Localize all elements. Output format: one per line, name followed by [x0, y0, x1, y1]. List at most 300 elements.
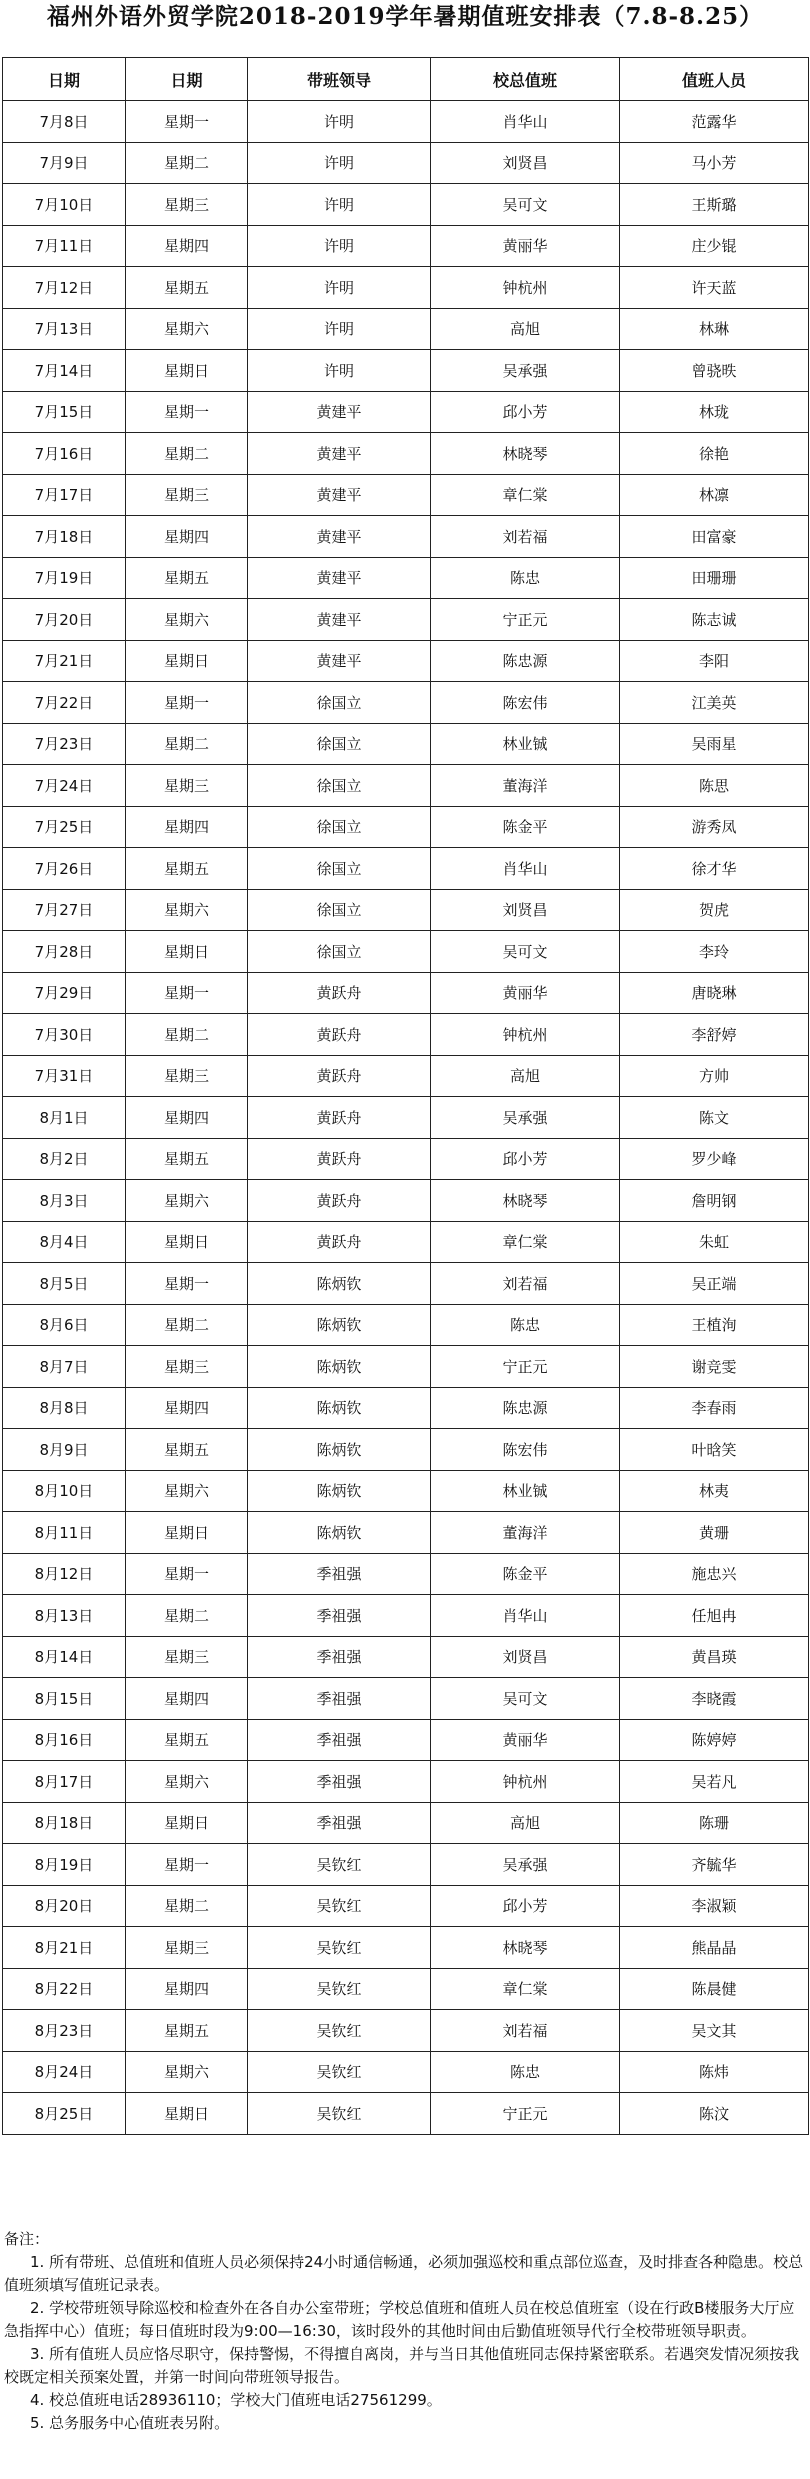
cell-date: 8月20日 — [3, 1885, 126, 1927]
cell-weekday: 星期五 — [126, 1138, 248, 1180]
cell-leader: 许明 — [248, 184, 431, 226]
note-item: 5. 总务服务中心值班表另附。 — [30, 2414, 230, 2432]
table-row — [3, 2010, 809, 2052]
cell-chief-duty: 陈金平 — [431, 1553, 620, 1595]
cell-staff: 田珊珊 — [620, 557, 809, 599]
cell-weekday: 星期日 — [126, 1802, 248, 1844]
cell-leader: 季祖强 — [248, 1595, 431, 1637]
cell-date: 7月23日 — [3, 723, 126, 765]
cell-staff: 陈晨健 — [620, 1968, 809, 2010]
cell-staff: 谢竞雯 — [620, 1346, 809, 1388]
cell-weekday: 星期一 — [126, 1844, 248, 1886]
cell-weekday: 星期一 — [126, 682, 248, 724]
cell-date: 7月19日 — [3, 557, 126, 599]
cell-leader: 吴钦红 — [248, 1927, 431, 1969]
cell-chief-duty: 刘贤昌 — [431, 1636, 620, 1678]
cell-leader: 黄建平 — [248, 474, 431, 516]
cell-date: 7月15日 — [3, 391, 126, 433]
cell-date: 7月30日 — [3, 1014, 126, 1056]
table-row — [3, 142, 809, 184]
cell-chief-duty: 钟杭州 — [431, 1761, 620, 1803]
cell-leader: 陈炳钦 — [248, 1346, 431, 1388]
cell-chief-duty: 钟杭州 — [431, 1014, 620, 1056]
cell-weekday: 星期二 — [126, 433, 248, 475]
table-row — [3, 350, 809, 392]
cell-chief-duty: 林业铖 — [431, 1470, 620, 1512]
cell-chief-duty: 刘若福 — [431, 2010, 620, 2052]
cell-staff: 陈思 — [620, 765, 809, 807]
table-row — [3, 1138, 809, 1180]
table-row — [3, 723, 809, 765]
cell-staff: 徐艳 — [620, 433, 809, 475]
table-row — [3, 267, 809, 309]
table-row — [3, 1512, 809, 1554]
cell-weekday: 星期三 — [126, 765, 248, 807]
cell-date: 8月8日 — [3, 1387, 126, 1429]
cell-leader: 徐国立 — [248, 723, 431, 765]
cell-staff: 吴若凡 — [620, 1761, 809, 1803]
table-row — [3, 1429, 809, 1471]
cell-weekday: 星期二 — [126, 142, 248, 184]
cell-chief-duty: 钟杭州 — [431, 267, 620, 309]
cell-chief-duty: 吴承强 — [431, 1844, 620, 1886]
cell-chief-duty: 黄丽华 — [431, 1719, 620, 1761]
cell-chief-duty: 董海洋 — [431, 765, 620, 807]
cell-leader: 黄跃舟 — [248, 1055, 431, 1097]
note-item: 3. 所有值班人员应恪尽职守，保持警惕，不得擅自离岗，并与当日其他值班同志保持紧密联系。若遇突发情况须按我校既定相关预案处置，并第一时间向带班领导报告。 — [4, 2345, 800, 2386]
cell-date: 7月21日 — [3, 640, 126, 682]
cell-leader: 陈炳钦 — [248, 1429, 431, 1471]
cell-chief-duty: 章仁棠 — [431, 1221, 620, 1263]
cell-weekday: 星期四 — [126, 516, 248, 558]
cell-leader: 许明 — [248, 101, 431, 143]
cell-date: 8月25日 — [3, 2093, 126, 2135]
cell-staff: 林珑 — [620, 391, 809, 433]
cell-weekday: 星期三 — [126, 1636, 248, 1678]
header-leader: 带班领导 — [248, 58, 431, 101]
cell-leader: 陈炳钦 — [248, 1304, 431, 1346]
cell-date: 8月17日 — [3, 1761, 126, 1803]
table-row — [3, 1014, 809, 1056]
cell-weekday: 星期二 — [126, 1014, 248, 1056]
cell-leader: 吴钦红 — [248, 1968, 431, 2010]
cell-staff: 任旭冉 — [620, 1595, 809, 1637]
cell-staff: 朱虹 — [620, 1221, 809, 1263]
cell-staff: 陈炜 — [620, 2051, 809, 2093]
table-row — [3, 1221, 809, 1263]
cell-date: 8月23日 — [3, 2010, 126, 2052]
cell-weekday: 星期一 — [126, 391, 248, 433]
cell-weekday: 星期三 — [126, 1055, 248, 1097]
cell-staff: 罗少峰 — [620, 1138, 809, 1180]
cell-date: 7月24日 — [3, 765, 126, 807]
cell-weekday: 星期一 — [126, 1553, 248, 1595]
table-row — [3, 2051, 809, 2093]
cell-date: 8月14日 — [3, 1636, 126, 1678]
cell-staff: 李阳 — [620, 640, 809, 682]
cell-chief-duty: 邱小芳 — [431, 1138, 620, 1180]
cell-staff: 王植洵 — [620, 1304, 809, 1346]
cell-weekday: 星期二 — [126, 1595, 248, 1637]
page-title: 福州外语外贸学院2018-2019学年暑期值班安排表（7.8-8.25） — [46, 3, 764, 30]
cell-weekday: 星期五 — [126, 2010, 248, 2052]
table-row — [3, 889, 809, 931]
table-row — [3, 2093, 809, 2135]
cell-staff: 唐晓琳 — [620, 972, 809, 1014]
cell-staff: 吴文其 — [620, 2010, 809, 2052]
cell-chief-duty: 陈忠 — [431, 557, 620, 599]
cell-chief-duty: 吴可文 — [431, 931, 620, 973]
cell-chief-duty: 吴承强 — [431, 350, 620, 392]
cell-weekday: 星期三 — [126, 474, 248, 516]
cell-weekday: 星期五 — [126, 267, 248, 309]
header-staff: 值班人员 — [620, 58, 809, 101]
cell-weekday: 星期六 — [126, 308, 248, 350]
table-row — [3, 1304, 809, 1346]
cell-date: 8月22日 — [3, 1968, 126, 2010]
table-row — [3, 391, 809, 433]
cell-chief-duty: 陈忠源 — [431, 640, 620, 682]
cell-weekday: 星期二 — [126, 723, 248, 765]
cell-leader: 黄跃舟 — [248, 972, 431, 1014]
cell-leader: 许明 — [248, 225, 431, 267]
cell-date: 7月11日 — [3, 225, 126, 267]
cell-leader: 黄建平 — [248, 640, 431, 682]
table-header-row — [3, 58, 809, 101]
cell-weekday: 星期四 — [126, 1387, 248, 1429]
table-row — [3, 806, 809, 848]
cell-date: 7月31日 — [3, 1055, 126, 1097]
cell-date: 7月13日 — [3, 308, 126, 350]
cell-chief-duty: 邱小芳 — [431, 391, 620, 433]
cell-weekday: 星期三 — [126, 1346, 248, 1388]
cell-weekday: 星期二 — [126, 1885, 248, 1927]
cell-leader: 陈炳钦 — [248, 1512, 431, 1554]
cell-date: 7月26日 — [3, 848, 126, 890]
cell-chief-duty: 高旭 — [431, 1802, 620, 1844]
cell-staff: 许天蓝 — [620, 267, 809, 309]
cell-date: 7月8日 — [3, 101, 126, 143]
cell-staff: 田富豪 — [620, 516, 809, 558]
cell-staff: 庄少锟 — [620, 225, 809, 267]
cell-staff: 陈婷婷 — [620, 1719, 809, 1761]
cell-leader: 季祖强 — [248, 1802, 431, 1844]
cell-staff: 游秀凤 — [620, 806, 809, 848]
cell-weekday: 星期三 — [126, 1927, 248, 1969]
cell-chief-duty: 章仁棠 — [431, 1968, 620, 2010]
table-row — [3, 1180, 809, 1222]
cell-date: 8月1日 — [3, 1097, 126, 1139]
table-row — [3, 1885, 809, 1927]
cell-date: 7月27日 — [3, 889, 126, 931]
cell-leader: 季祖强 — [248, 1719, 431, 1761]
cell-weekday: 星期六 — [126, 1470, 248, 1512]
cell-staff: 齐毓华 — [620, 1844, 809, 1886]
header-date: 日期 — [3, 58, 126, 101]
cell-chief-duty: 刘贤昌 — [431, 142, 620, 184]
cell-chief-duty: 林晓琴 — [431, 433, 620, 475]
cell-date: 8月2日 — [3, 1138, 126, 1180]
table-row — [3, 1470, 809, 1512]
cell-date: 8月6日 — [3, 1304, 126, 1346]
cell-leader: 许明 — [248, 142, 431, 184]
cell-leader: 黄建平 — [248, 433, 431, 475]
cell-date: 7月10日 — [3, 184, 126, 226]
table-row — [3, 516, 809, 558]
cell-date: 8月24日 — [3, 2051, 126, 2093]
cell-weekday: 星期五 — [126, 848, 248, 890]
cell-chief-duty: 刘贤昌 — [431, 889, 620, 931]
cell-chief-duty: 章仁棠 — [431, 474, 620, 516]
table-row — [3, 225, 809, 267]
cell-date: 7月29日 — [3, 972, 126, 1014]
table-row — [3, 557, 809, 599]
cell-leader: 吴钦红 — [248, 1844, 431, 1886]
table-row — [3, 1055, 809, 1097]
cell-chief-duty: 肖华山 — [431, 1595, 620, 1637]
cell-weekday: 星期六 — [126, 1180, 248, 1222]
table-row — [3, 101, 809, 143]
cell-leader: 季祖强 — [248, 1761, 431, 1803]
table-row — [3, 1761, 809, 1803]
cell-staff: 方帅 — [620, 1055, 809, 1097]
cell-leader: 徐国立 — [248, 848, 431, 890]
cell-chief-duty: 高旭 — [431, 1055, 620, 1097]
table-row — [3, 433, 809, 475]
header-chief-duty: 校总值班 — [431, 58, 620, 101]
table-row — [3, 474, 809, 516]
cell-weekday: 星期日 — [126, 931, 248, 973]
cell-staff: 徐才华 — [620, 848, 809, 890]
cell-leader: 黄建平 — [248, 557, 431, 599]
cell-weekday: 星期六 — [126, 599, 248, 641]
cell-date: 7月12日 — [3, 267, 126, 309]
cell-staff: 陈汶 — [620, 2093, 809, 2135]
cell-staff: 贺虎 — [620, 889, 809, 931]
table-row — [3, 1719, 809, 1761]
cell-staff: 李春雨 — [620, 1387, 809, 1429]
cell-chief-duty: 陈金平 — [431, 806, 620, 848]
cell-leader: 黄跃舟 — [248, 1180, 431, 1222]
cell-staff: 林凛 — [620, 474, 809, 516]
cell-date: 8月13日 — [3, 1595, 126, 1637]
cell-chief-duty: 董海洋 — [431, 1512, 620, 1554]
cell-weekday: 星期四 — [126, 806, 248, 848]
cell-weekday: 星期六 — [126, 1761, 248, 1803]
cell-chief-duty: 刘若福 — [431, 1263, 620, 1305]
cell-weekday: 星期五 — [126, 1429, 248, 1471]
cell-date: 7月20日 — [3, 599, 126, 641]
cell-weekday: 星期六 — [126, 889, 248, 931]
table-row — [3, 765, 809, 807]
cell-staff: 林琳 — [620, 308, 809, 350]
cell-leader: 许明 — [248, 267, 431, 309]
cell-weekday: 星期日 — [126, 640, 248, 682]
cell-weekday: 星期日 — [126, 1512, 248, 1554]
table-row — [3, 1263, 809, 1305]
cell-chief-duty: 吴可文 — [431, 184, 620, 226]
table-row — [3, 1553, 809, 1595]
table-row — [3, 1678, 809, 1720]
cell-date: 8月3日 — [3, 1180, 126, 1222]
cell-staff: 陈珊 — [620, 1802, 809, 1844]
cell-leader: 黄跃舟 — [248, 1221, 431, 1263]
cell-leader: 徐国立 — [248, 765, 431, 807]
cell-staff: 李玲 — [620, 931, 809, 973]
cell-chief-duty: 黄丽华 — [431, 972, 620, 1014]
table-row — [3, 972, 809, 1014]
table-row — [3, 1636, 809, 1678]
cell-staff: 吴雨星 — [620, 723, 809, 765]
cell-staff: 江美英 — [620, 682, 809, 724]
cell-chief-duty: 宁正元 — [431, 2093, 620, 2135]
cell-chief-duty: 宁正元 — [431, 1346, 620, 1388]
cell-staff: 叶晗笑 — [620, 1429, 809, 1471]
header-weekday: 日期 — [126, 58, 248, 101]
cell-chief-duty: 刘若福 — [431, 516, 620, 558]
table-row — [3, 308, 809, 350]
cell-date: 7月17日 — [3, 474, 126, 516]
cell-date: 7月9日 — [3, 142, 126, 184]
cell-staff: 黄昌瑛 — [620, 1636, 809, 1678]
table-row — [3, 682, 809, 724]
cell-leader: 黄建平 — [248, 599, 431, 641]
cell-weekday: 星期日 — [126, 2093, 248, 2135]
cell-leader: 季祖强 — [248, 1553, 431, 1595]
cell-date: 7月22日 — [3, 682, 126, 724]
table-row — [3, 1387, 809, 1429]
cell-chief-duty: 高旭 — [431, 308, 620, 350]
cell-date: 8月16日 — [3, 1719, 126, 1761]
cell-date: 8月4日 — [3, 1221, 126, 1263]
table-row — [3, 599, 809, 641]
notes-section — [4, 2228, 804, 2435]
cell-leader: 吴钦红 — [248, 1885, 431, 1927]
cell-chief-duty: 林晓琴 — [431, 1180, 620, 1222]
cell-leader: 黄跃舟 — [248, 1014, 431, 1056]
cell-date: 8月9日 — [3, 1429, 126, 1471]
cell-weekday: 星期三 — [126, 184, 248, 226]
cell-leader: 季祖强 — [248, 1678, 431, 1720]
cell-date: 8月10日 — [3, 1470, 126, 1512]
cell-leader: 黄跃舟 — [248, 1138, 431, 1180]
cell-leader: 徐国立 — [248, 806, 431, 848]
duty-schedule-table — [2, 57, 809, 2135]
cell-date: 8月5日 — [3, 1263, 126, 1305]
cell-staff: 马小芳 — [620, 142, 809, 184]
cell-staff: 陈文 — [620, 1097, 809, 1139]
cell-chief-duty: 邱小芳 — [431, 1885, 620, 1927]
cell-leader: 黄建平 — [248, 516, 431, 558]
cell-chief-duty: 吴承强 — [431, 1097, 620, 1139]
cell-date: 8月18日 — [3, 1802, 126, 1844]
cell-weekday: 星期四 — [126, 1678, 248, 1720]
table-row — [3, 184, 809, 226]
cell-leader: 吴钦红 — [248, 2093, 431, 2135]
cell-weekday: 星期一 — [126, 1263, 248, 1305]
cell-date: 7月18日 — [3, 516, 126, 558]
cell-staff: 李晓霞 — [620, 1678, 809, 1720]
cell-weekday: 星期四 — [126, 225, 248, 267]
cell-weekday: 星期日 — [126, 350, 248, 392]
cell-chief-duty: 陈忠 — [431, 1304, 620, 1346]
cell-chief-duty: 肖华山 — [431, 848, 620, 890]
cell-staff: 王斯璐 — [620, 184, 809, 226]
notes-heading: 备注： — [4, 2230, 50, 2248]
table-row — [3, 1097, 809, 1139]
cell-chief-duty: 陈忠源 — [431, 1387, 620, 1429]
cell-staff: 熊晶晶 — [620, 1927, 809, 1969]
cell-weekday: 星期六 — [126, 2051, 248, 2093]
cell-weekday: 星期五 — [126, 557, 248, 599]
cell-leader: 季祖强 — [248, 1636, 431, 1678]
cell-weekday: 星期四 — [126, 1097, 248, 1139]
cell-leader: 徐国立 — [248, 682, 431, 724]
cell-chief-duty: 陈宏伟 — [431, 1429, 620, 1471]
table-row — [3, 1968, 809, 2010]
cell-date: 8月15日 — [3, 1678, 126, 1720]
cell-date: 8月19日 — [3, 1844, 126, 1886]
cell-staff: 林夷 — [620, 1470, 809, 1512]
cell-leader: 陈炳钦 — [248, 1387, 431, 1429]
note-item: 4. 校总值班电话28936110；学校大门值班电话27561299。 — [30, 2391, 442, 2409]
cell-staff: 李舒婷 — [620, 1014, 809, 1056]
cell-leader: 徐国立 — [248, 889, 431, 931]
cell-chief-duty: 宁正元 — [431, 599, 620, 641]
cell-date: 7月16日 — [3, 433, 126, 475]
cell-leader: 吴钦红 — [248, 2010, 431, 2052]
cell-chief-duty: 陈忠 — [431, 2051, 620, 2093]
cell-chief-duty: 黄丽华 — [431, 225, 620, 267]
cell-staff: 李淑颖 — [620, 1885, 809, 1927]
cell-staff: 陈志诚 — [620, 599, 809, 641]
table-row — [3, 1346, 809, 1388]
cell-leader: 吴钦红 — [248, 2051, 431, 2093]
cell-date: 8月11日 — [3, 1512, 126, 1554]
cell-leader: 徐国立 — [248, 931, 431, 973]
cell-date: 7月14日 — [3, 350, 126, 392]
cell-staff: 曾骁昳 — [620, 350, 809, 392]
note-item: 1. 所有带班、总值班和值班人员必须保持24小时通信畅通，必须加强巡校和重点部位巡查，及时排查各种隐患。校总值班须填写值班记录表。 — [4, 2253, 804, 2294]
table-row — [3, 931, 809, 973]
cell-date: 8月21日 — [3, 1927, 126, 1969]
table-row — [3, 1595, 809, 1637]
table-row — [3, 640, 809, 682]
table-row — [3, 1927, 809, 1969]
cell-chief-duty: 林晓琴 — [431, 1927, 620, 1969]
cell-date: 8月7日 — [3, 1346, 126, 1388]
cell-leader: 许明 — [248, 350, 431, 392]
note-item: 2. 学校带班领导除巡校和检查外在各自办公室带班；学校总值班和值班人员在校总值班室（设在行政B楼服务大厅应急指挥中心）值班；每日值班时段为9:00—16:30，该时段外的其他时间由后勤值班领导代行全校带班领导职责。 — [4, 2299, 795, 2340]
table-row — [3, 848, 809, 890]
cell-chief-duty: 林业铖 — [431, 723, 620, 765]
cell-staff: 施忠兴 — [620, 1553, 809, 1595]
cell-staff: 吴正端 — [620, 1263, 809, 1305]
cell-staff: 范露华 — [620, 101, 809, 143]
cell-chief-duty: 肖华山 — [431, 101, 620, 143]
cell-weekday: 星期一 — [126, 972, 248, 1014]
table-row — [3, 1844, 809, 1886]
cell-leader: 黄建平 — [248, 391, 431, 433]
cell-staff: 詹明钢 — [620, 1180, 809, 1222]
cell-date: 8月12日 — [3, 1553, 126, 1595]
cell-leader: 陈炳钦 — [248, 1470, 431, 1512]
cell-weekday: 星期二 — [126, 1304, 248, 1346]
cell-date: 7月28日 — [3, 931, 126, 973]
table-row — [3, 1802, 809, 1844]
cell-chief-duty: 吴可文 — [431, 1678, 620, 1720]
cell-staff: 黄珊 — [620, 1512, 809, 1554]
